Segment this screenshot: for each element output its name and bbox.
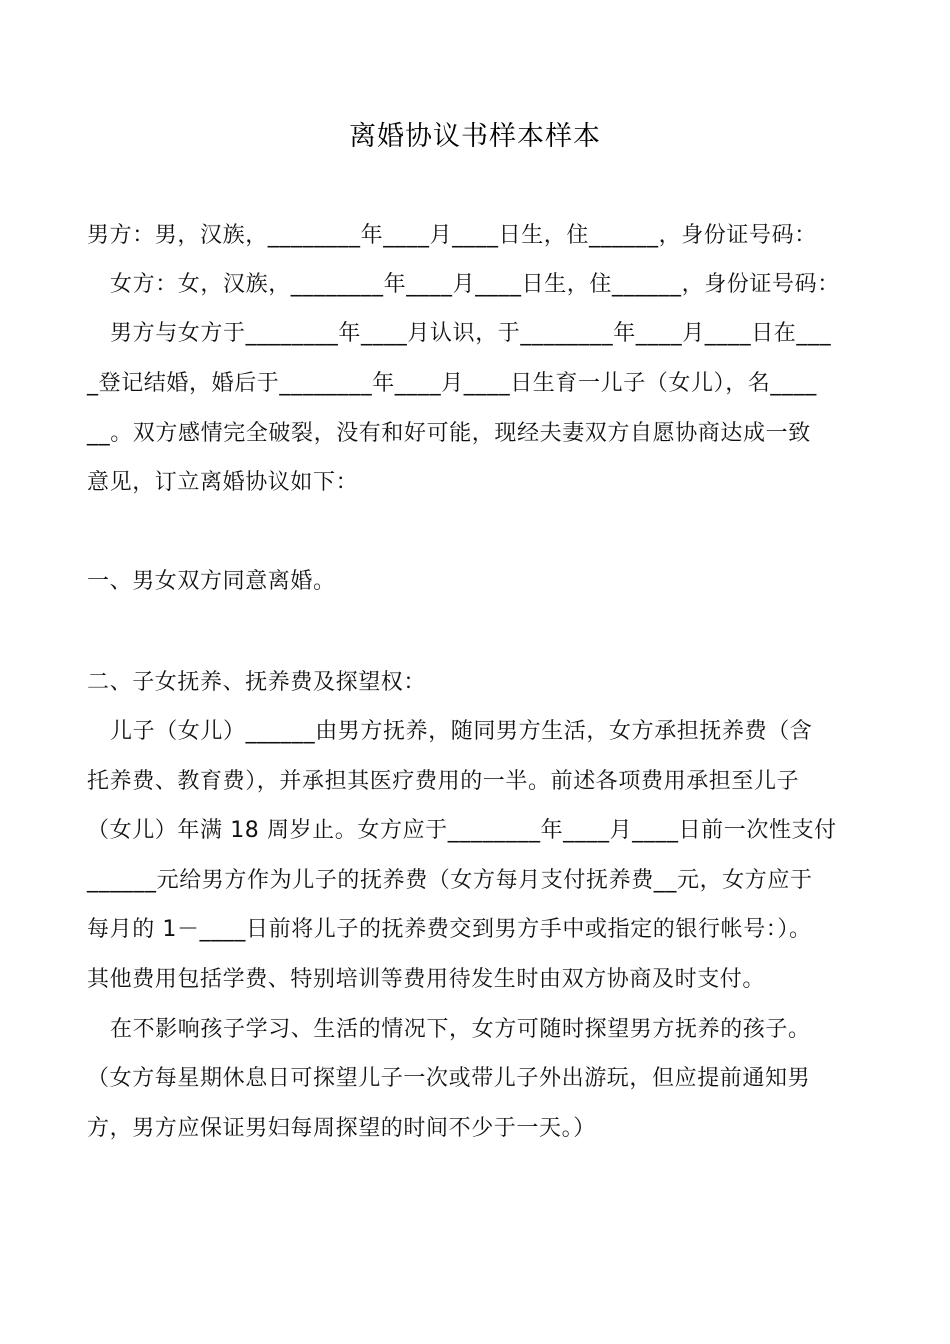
section-heading-1: 一、男女双方同意离婚。 xyxy=(87,569,336,594)
paragraph-line: 儿子（女儿）______由男方抚养，随同男方生活，女方承担抚养费（含 xyxy=(110,719,813,744)
paragraph-line: 意见，订立离婚协议如下： xyxy=(87,470,359,495)
document-title: 离婚协议书样本样本 xyxy=(349,121,601,152)
paragraph-line: （女儿）年满 18 周岁止。女方应于________年____月____日前一次性支付 xyxy=(87,818,837,843)
paragraph-line: 方，男方应保证男妇每周探望的时间不少于一天。） xyxy=(87,1116,596,1141)
paragraph-line: 每月的 1－____日前将儿子的抚养费交到男方手中或指定的银行帐号：）。 xyxy=(87,917,812,942)
paragraph-line: 男方与女方于________年____月认识，于________年____月____日在___ xyxy=(110,321,832,346)
party-woman-line: 女方：女，汉族，________年____月____日生，住______，身份证号码： xyxy=(110,272,840,297)
paragraph-line: 托养费、教育费），并承担其医疗费用的一半。前述各项费用承担至儿子 xyxy=(87,769,800,794)
party-man-line: 男方：男，汉族，________年____月____日生，住______，身份证号码： xyxy=(87,223,817,248)
paragraph-line: 其他费用包括学费、特别培训等费用待发生时由双方协商及时支付。 xyxy=(87,967,766,992)
paragraph-line: 在不影响孩子学习、生活的情况下，女方可随时探望男方抚养的孩子。 xyxy=(110,1017,811,1042)
paragraph-line: ______元给男方作为儿子的抚养费（女方每月支付抚养费__元，女方应于 xyxy=(87,868,813,893)
paragraph-line: __。双方感情完全破裂，没有和好可能，现经夫妻双方自愿协商达成一致 xyxy=(87,421,811,446)
paragraph-line: _登记结婚，婚后于________年____月____日生育一儿子（女儿），名____ xyxy=(87,371,817,396)
paragraph-line: （女方每星期休息日可探望儿子一次或带儿子外出游玩，但应提前通知男 xyxy=(87,1066,811,1091)
section-heading-2: 二、子女抚养、抚养费及探望权： xyxy=(87,670,427,695)
